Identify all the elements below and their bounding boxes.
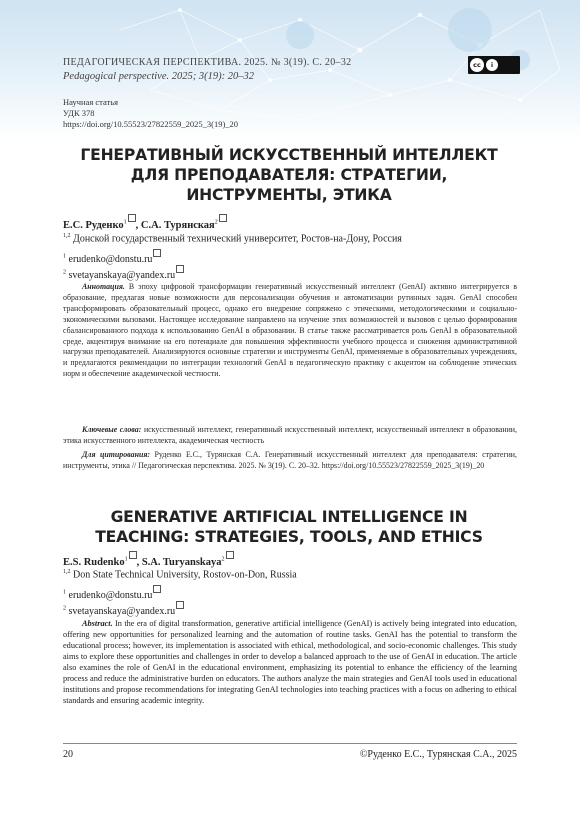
email-2-sup: 2 xyxy=(63,605,66,612)
affiliation-ru xyxy=(63,233,402,244)
title-ru: ГЕНЕРАТИВНЫЙ ИСКУССТВЕННЫЙ ИНТЕЛЛЕКТ ДЛЯ ПРЕПОДАВАТЕЛЯ: СТРАТЕГИИ, ИНСТРУМЕНТЫ, ЭТИКА xyxy=(80,146,498,204)
author-1-sup: 1 xyxy=(124,556,128,563)
orcid-icon[interactable] xyxy=(128,214,136,222)
affiliation-text: Don State Technical University, Rostov-on-Don, Russia xyxy=(73,569,297,581)
external-link-icon[interactable] xyxy=(176,265,184,273)
citation-label-ru: Для цитирования: xyxy=(82,450,151,459)
author-2-en: S.A. Turyanskaya xyxy=(141,557,222,568)
authors-ru xyxy=(63,214,227,231)
external-link-icon[interactable] xyxy=(176,601,184,609)
orcid-icon[interactable] xyxy=(226,551,234,559)
affiliation-en xyxy=(63,569,297,580)
external-link-icon[interactable] xyxy=(153,249,161,257)
affiliation-sup: 1,2 xyxy=(63,569,71,575)
orcid-icon[interactable] xyxy=(219,214,227,222)
author-1-ru: Е.С. Руденко xyxy=(63,220,124,231)
keywords-text-ru: искусственный интеллект, генеративный искусственный интеллект, искусственный интеллект в образовании, этика искусственного интеллекта, академическая честность xyxy=(63,425,517,445)
udc: УДК 378 xyxy=(63,108,95,118)
abstract-text-en: In the era of digital transformation, generative artificial intelligence (GenAI) is actively being integrated into education, offering new opportunities for personalized learning and the automation of routine tasks. GenAI has the potential to transform the educational process; however, its implementation is associated with ethical, methodological, and socio-economic challenges. This study aims to explore these opportunities and challenges in order to develop a balanced approach to the use of GenAI in education. The article also examines the role of GenAI in the educational environment, emphasizing its potential to enhance the efficiency of the learning process and reduce the administrative burden on educators. The authors analyze the main strategies and GenAI tools used in educational institutions and propose recommendations for integrating GenAI technologies into teaching practices with a focus on adhering to ethical standards and ensuring academic integrity. xyxy=(63,619,518,705)
affiliation-text: Донской государственный технический университет, Ростов-на-Дону, Россия xyxy=(73,233,402,245)
article-type: Научная статья xyxy=(63,97,119,107)
email-1-en xyxy=(63,585,161,601)
email-2-ru xyxy=(63,265,184,281)
abstract-ru xyxy=(63,282,517,380)
citation-text-ru: Руденко Е.С., Турянская С.А. Генеративный искусственный интеллект для преподавателя: стратегии, инструменты, этика // Педагогическая перспектива. 2025. № 3(19). С. 20–32. https://doi.org/10.55523/27822559_2025_3(19)_20 xyxy=(63,450,517,470)
page-number: 20 xyxy=(63,749,73,760)
author-2-sup: 2 xyxy=(214,219,218,226)
authors-en xyxy=(63,551,234,568)
journal-name-en: Pedagogical perspective. 2025; 3(19): 20–32 xyxy=(63,71,254,82)
orcid-icon[interactable] xyxy=(129,551,137,559)
email-2-link[interactable]: svetayanskaya@yandex.ru xyxy=(68,270,176,281)
citation-ru xyxy=(63,450,517,472)
author-2-sup: 2 xyxy=(221,556,225,563)
abstract-label-ru: Аннотация. xyxy=(82,282,125,291)
doi-link[interactable]: https://doi.org/10.55523/27822559_2025_3(19)_20 xyxy=(63,119,239,129)
email-1-ru xyxy=(63,249,161,265)
abstract-en xyxy=(63,618,517,706)
cc-license-badge[interactable] xyxy=(468,56,520,74)
attribution-icon: i xyxy=(486,59,498,71)
title-en: GENERATIVE ARTIFICIAL INTELLIGENCE IN TEACHING: STRATEGIES, TOOLS, AND ETHICS xyxy=(95,508,483,546)
footer-divider xyxy=(63,743,517,744)
email-1-sup: 1 xyxy=(63,253,66,260)
email-2-sup: 2 xyxy=(63,269,66,276)
cc-icon: cc xyxy=(470,58,484,72)
keywords-label-ru: Ключевые слова: xyxy=(82,425,142,434)
email-2-link[interactable]: svetayanskaya@yandex.ru xyxy=(68,606,176,617)
author-2-ru: С.А. Турянская xyxy=(140,220,215,231)
email-1-link[interactable]: erudenko@donstu.ru xyxy=(68,590,153,601)
keywords-ru xyxy=(63,425,517,447)
email-1-link[interactable]: erudenko@donstu.ru xyxy=(68,254,153,265)
author-1-sup: 1 xyxy=(123,219,127,226)
email-1-sup: 1 xyxy=(63,589,66,596)
abstract-label-en: Abstract. xyxy=(82,619,113,628)
copyright: ©Руденко Е.С., Турянская С.А., 2025 xyxy=(359,749,517,760)
affiliation-sup: 1,2 xyxy=(63,233,71,239)
author-separator: , xyxy=(135,220,141,231)
abstract-text-ru: В эпоху цифровой трансформации генеративный искусственный интеллект (GenAI) активно интегрируется в образование, предлагая новые возможности для персонализации обучения и автоматизации рутинных задач. GenAI способен трансформировать образовательный процесс, однако его внедрение сопряжено с этическими, методологическими и социально-экономическими вызовами. Настоящее исследование направлено на изучение этих возможностей и вызовов с целью формирования сбалансированного подхода к использованию GenAI в образовании. В статье также рассматривается роль GenAI в образовательной среде, акцентируя внимание на его потенциале для повышения эффективности учебного процесса и снижения административной нагрузки преподавателей. Анализируются основные стратегии и инструменты GenAI, применяемые в образовательных учреждениях, и предлагаются рекомендации по интеграции технологий GenAI в педагогическую практику с акцентом на соблюдение этических норм и обеспечение академической честности. xyxy=(63,282,517,379)
author-1-en: E.S. Rudenko xyxy=(63,557,125,568)
author-separator: , xyxy=(136,557,142,568)
journal-name-ru: ПЕДАГОГИЧЕСКАЯ ПЕРСПЕКТИВА. 2025. № 3(19). С. 20–32 xyxy=(63,57,352,68)
external-link-icon[interactable] xyxy=(153,585,161,593)
email-2-en xyxy=(63,601,184,617)
